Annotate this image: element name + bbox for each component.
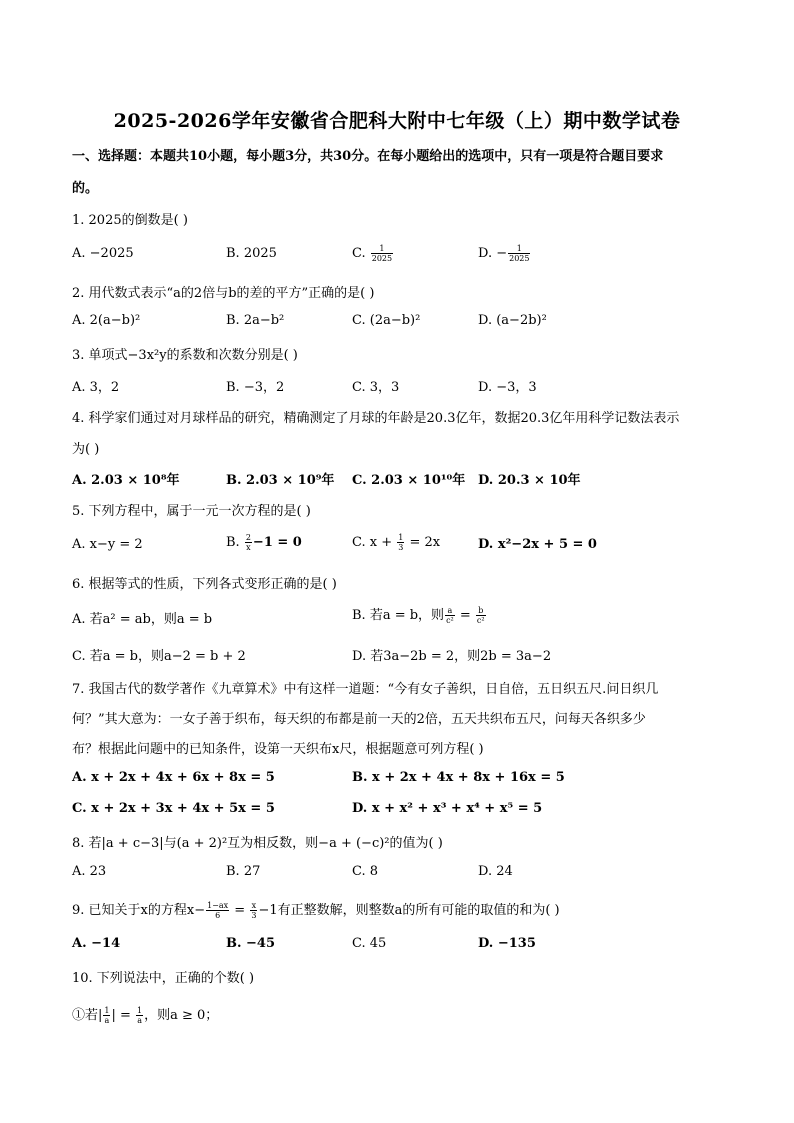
question-6-option-c: C. 若a = b，则a−2 = b + 2 xyxy=(72,649,246,664)
question-6-stem: 6. 根据等式的性质，下列各式变形正确的是( ) xyxy=(72,577,337,592)
question-1-stem: 1. 2025的倒数是( ) xyxy=(72,213,188,228)
question-6-option-b xyxy=(352,604,487,625)
fraction xyxy=(371,244,393,263)
question-5-option-b xyxy=(226,533,302,552)
equals: = xyxy=(455,608,475,623)
question-1-option-c xyxy=(352,244,394,263)
question-7-stem: 7. 我国古代的数学著作《九章算术》中有这样一道题：“今有女子善织，日自倍，五日织五尺.问日织几 xyxy=(72,682,659,697)
question-3-option-b: B. −3，2 xyxy=(226,380,285,395)
question-6-option-d: D. 若3a−2b = 2，则2b = 3a−2 xyxy=(352,649,552,664)
option-label: C. xyxy=(352,246,370,261)
question-7-option-b: B. x + 2x + 4x + 8x + 16x = 5 xyxy=(352,770,565,785)
question-5-option-a: A. x−y = 2 xyxy=(72,537,143,552)
question-5-option-d: D. x²−2x + 5 = 0 xyxy=(478,537,597,552)
question-2-option-c: C. (2a−b)² xyxy=(352,313,421,328)
denominator: 3 xyxy=(251,911,257,920)
page-title: 2025-2026学年安徽省合肥科大附中七年级（上）期中数学试卷 xyxy=(113,110,681,132)
question-2-stem: 2. 用代数式表示“a的2倍与b的差的平方”正确的是( ) xyxy=(72,286,375,301)
item-part: ①若| xyxy=(72,1008,103,1023)
denominator: c² xyxy=(446,616,454,625)
fraction xyxy=(245,533,252,552)
question-3-option-a: A. 3，2 xyxy=(72,380,120,395)
numerator: a xyxy=(445,606,455,616)
question-4-option-a: A. 2.03 × 10⁸年 xyxy=(72,473,180,488)
question-2-option-b: B. 2a−b² xyxy=(226,313,285,328)
section-instruction: 一、选择题：本题共10小题，每小题3分，共30分。在每小题给出的选项中，只有一项是符合题目要求 xyxy=(72,149,664,164)
numerator: 1 xyxy=(137,1006,143,1015)
question-10-stem: 10. 下列说法中，正确的个数( ) xyxy=(72,971,255,986)
question-5-option-c xyxy=(352,533,440,552)
numerator: x xyxy=(251,901,257,910)
numerator: 1 xyxy=(508,244,530,254)
question-7-option-c: C. x + 2x + 3x + 4x + 5x = 5 xyxy=(72,801,275,816)
question-2-option-a: A. 2(a−b)² xyxy=(72,313,141,328)
numerator: 1 xyxy=(371,244,393,254)
option-tail: −1 = 0 xyxy=(252,535,302,550)
numerator: 1 xyxy=(104,1006,110,1015)
question-7-stem-cont: 何？”其大意为：一女子善于织布，每天织的布都是前一天的2倍，五天共织布五尺，问每天各织多少 xyxy=(72,712,646,727)
question-4-option-c: C. 2.03 × 10¹⁰年 xyxy=(352,473,466,488)
section-instruction-cont: 的。 xyxy=(72,181,99,196)
numerator: 2 xyxy=(245,533,251,542)
denominator: a xyxy=(137,1016,142,1025)
question-3-stem: 3. 单项式−3x²y的系数和次数分别是( ) xyxy=(72,348,298,363)
option-label: D. − xyxy=(478,246,508,261)
equals: = xyxy=(230,903,250,918)
option-label: C. x + xyxy=(352,535,397,550)
question-9-option-a: A. −14 xyxy=(72,936,121,951)
option-tail: = 2x xyxy=(405,535,441,550)
stem-part: 9. 已知关于x的方程x− xyxy=(72,903,206,918)
question-8-stem: 8. 若|a + c−3|与(a + 2)²互为相反数，则−a + (−c)²的值为( ) xyxy=(72,836,443,851)
question-8-option-a: A. 23 xyxy=(72,864,107,879)
question-4-option-d: D. 20.3 × 10年 xyxy=(478,473,581,488)
fraction xyxy=(206,901,229,920)
question-2-option-d: D. (a−2b)² xyxy=(478,313,547,328)
question-1-option-b: B. 2025 xyxy=(226,246,277,261)
question-7-option-d: D. x + x² + x³ + x⁴ + x⁵ = 5 xyxy=(352,801,543,816)
option-label: B. 若a = b，则 xyxy=(352,608,445,623)
question-1-option-d xyxy=(478,244,531,263)
option-label: B. xyxy=(226,535,244,550)
question-8-option-b: B. 27 xyxy=(226,864,261,879)
question-10-item-1 xyxy=(72,1004,218,1025)
numerator: 1 xyxy=(398,533,404,542)
fraction xyxy=(445,606,455,625)
question-9-option-d: D. −135 xyxy=(478,936,536,951)
denominator: x xyxy=(246,543,251,552)
question-9-option-c: C. 45 xyxy=(352,936,387,951)
question-3-option-c: C. 3，3 xyxy=(352,380,400,395)
fraction xyxy=(397,533,404,552)
question-4-stem-cont: 为( ) xyxy=(72,442,100,457)
denominator: 6 xyxy=(215,911,221,920)
question-5-stem: 5. 下列方程中，属于一元一次方程的是( ) xyxy=(72,504,311,519)
question-1-option-a: A. −2025 xyxy=(72,246,134,261)
denominator: 3 xyxy=(398,543,404,552)
question-9-stem xyxy=(72,899,560,920)
denominator: c² xyxy=(476,616,485,625)
denominator: 2025 xyxy=(509,254,530,263)
question-8-option-d: D. 24 xyxy=(478,864,513,879)
question-9-option-b: B. −45 xyxy=(226,936,276,951)
question-4-option-b: B. 2.03 × 10⁹年 xyxy=(226,473,335,488)
denominator: 2025 xyxy=(371,254,393,263)
question-3-option-d: D. −3，3 xyxy=(478,380,537,395)
numerator: 1−ax xyxy=(207,901,229,910)
fraction xyxy=(136,1006,143,1025)
question-6-option-a: A. 若a² = ab，则a = b xyxy=(72,612,213,627)
fraction xyxy=(103,1006,110,1025)
denominator: a xyxy=(104,1016,110,1025)
fraction xyxy=(476,606,486,625)
item-part: | = xyxy=(111,1008,136,1023)
stem-part: −1有正整数解，则整数a的所有可能的取值的和为( ) xyxy=(258,903,560,918)
fraction xyxy=(250,901,257,920)
fraction xyxy=(508,244,530,263)
question-7-stem-cont-2: 布？根据此问题中的已知条件，设第一天织布x尺，根据题意可列方程( ) xyxy=(72,742,484,757)
question-4-stem: 4. 科学家们通过对月球样品的研究，精确测定了月球的年龄是20.3亿年，数据20.3亿年用科学记数法表示 xyxy=(72,411,680,426)
question-7-option-a: A. x + 2x + 4x + 6x + 8x = 5 xyxy=(72,770,275,785)
numerator: b xyxy=(476,606,486,616)
question-8-option-c: C. 8 xyxy=(352,864,379,879)
item-part: ，则a ≥ 0； xyxy=(144,1008,219,1023)
